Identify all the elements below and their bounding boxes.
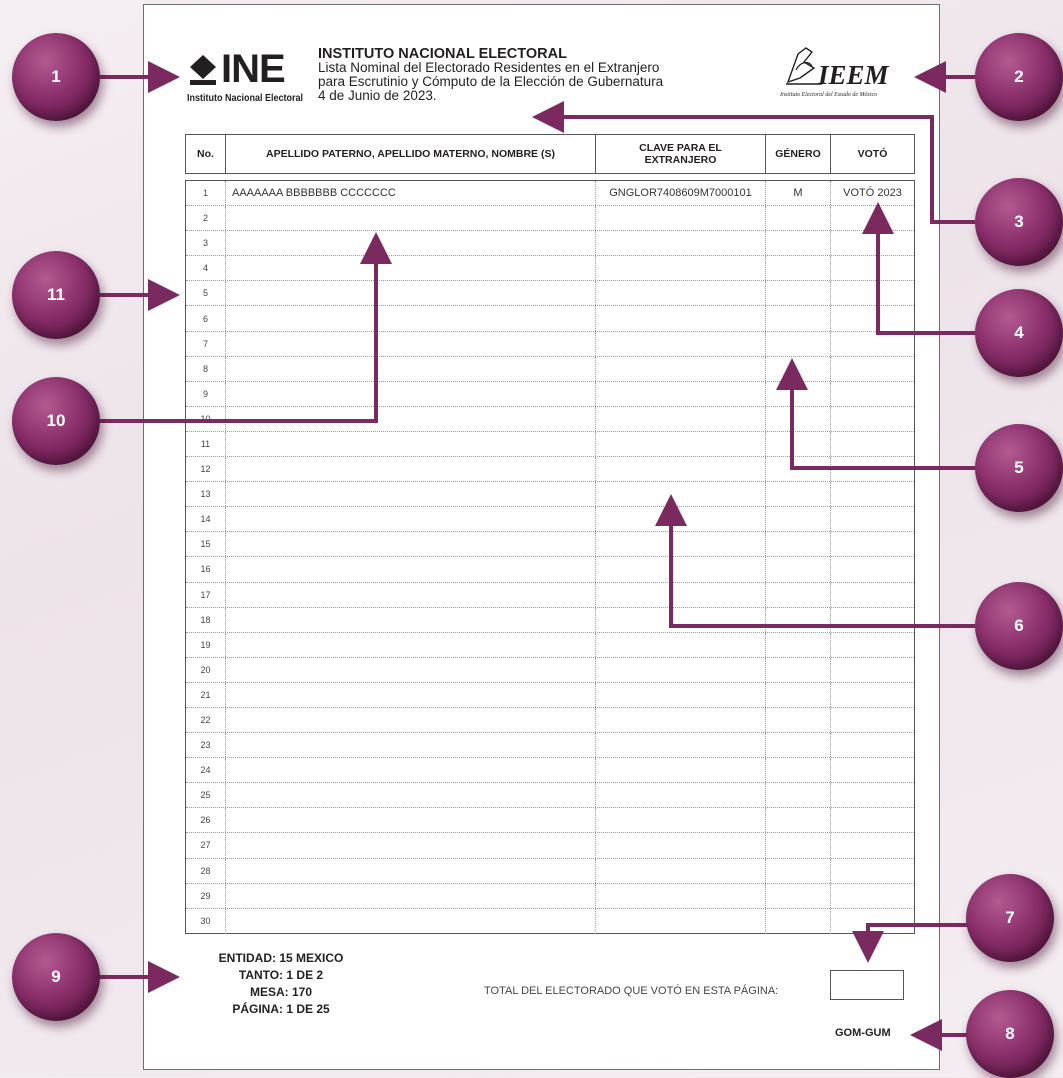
row-number: 9 bbox=[186, 382, 226, 406]
voto-cell[interactable]: VOTÓ 2023 bbox=[843, 187, 902, 200]
row-number: 8 bbox=[186, 357, 226, 381]
row-number: 25 bbox=[186, 783, 226, 807]
row-number: 19 bbox=[186, 633, 226, 657]
row-number: 27 bbox=[186, 833, 226, 857]
tanto-label: TANTO: 1 DE 2 bbox=[238, 968, 324, 982]
column-header-clave: CLAVE PARA EL EXTRANJERO bbox=[596, 135, 766, 173]
callout-10: 10 bbox=[12, 377, 100, 465]
callout-4: 4 bbox=[975, 289, 1063, 377]
row-number: 3 bbox=[186, 231, 226, 255]
row-number: 26 bbox=[186, 808, 226, 832]
row-number: 21 bbox=[186, 683, 226, 707]
pagina-label: PÁGINA: 1 DE 25 bbox=[232, 1002, 330, 1016]
row-number: 10 bbox=[186, 407, 226, 431]
callout-3: 3 bbox=[975, 178, 1063, 266]
callout-1: 1 bbox=[12, 33, 100, 121]
callout-5: 5 bbox=[975, 424, 1063, 512]
callout-11: 11 bbox=[12, 251, 100, 339]
callout-7: 7 bbox=[966, 874, 1054, 962]
clave-cell: GNGLOR7408609M7000101 bbox=[596, 181, 766, 205]
header-date: 4 de Junio de 2023. bbox=[318, 88, 437, 103]
row-number: 23 bbox=[186, 733, 226, 757]
ieem-logo-text: IEEM bbox=[818, 60, 889, 90]
ine-logo-subtitle: Instituto Nacional Electoral bbox=[187, 93, 304, 104]
genero-cell: M bbox=[766, 181, 831, 205]
column-header-name: APELLIDO PATERNO, APELLIDO MATERNO, NOMBRE (S) bbox=[226, 135, 596, 173]
row-number: 5 bbox=[186, 281, 226, 305]
institution-name: INSTITUTO NACIONAL ELECTORAL bbox=[318, 46, 567, 62]
column-header-genero: GÉNERO bbox=[766, 135, 831, 173]
row-number: 2 bbox=[186, 206, 226, 230]
total-voted-label: TOTAL DEL ELECTORADO QUE VOTÓ EN ESTA PÁGINA: bbox=[484, 985, 779, 997]
ine-logo-text: INE bbox=[221, 47, 285, 91]
row-number: 20 bbox=[186, 658, 226, 682]
arrow-10 bbox=[100, 240, 376, 421]
row-number: 11 bbox=[186, 432, 226, 456]
list-code: GOM-GUM bbox=[835, 1027, 891, 1039]
voter-name-cell: AAAAAAA BBBBBBB CCCCCCC bbox=[226, 181, 596, 205]
row-number: 18 bbox=[186, 608, 226, 632]
column-header-voto: VOTÓ bbox=[857, 148, 888, 160]
row-number: 6 bbox=[186, 306, 226, 330]
entidad-label: ENTIDAD: 15 MEXICO bbox=[218, 951, 344, 965]
row-number: 7 bbox=[186, 332, 226, 356]
header-line-1: Lista Nominal del Electorado Residentes en el Extranjero bbox=[318, 60, 660, 75]
row-number: 13 bbox=[186, 482, 226, 506]
arrow-7 bbox=[868, 925, 975, 955]
row-number: 22 bbox=[186, 708, 226, 732]
callout-9: 9 bbox=[12, 933, 100, 1021]
callout-8: 8 bbox=[966, 990, 1054, 1078]
row-number: 4 bbox=[186, 256, 226, 280]
arrow-3 bbox=[540, 117, 975, 222]
row-number: 29 bbox=[186, 884, 226, 908]
arrow-6 bbox=[671, 502, 975, 626]
row-number: 24 bbox=[186, 758, 226, 782]
row-number: 12 bbox=[186, 457, 226, 481]
row-number: 14 bbox=[186, 507, 226, 531]
ieem-logo-subtitle: Instituto Electoral del Estado de México bbox=[780, 92, 878, 98]
column-header-no: No. bbox=[186, 135, 226, 173]
arrow-5 bbox=[792, 366, 975, 468]
row-number: 17 bbox=[186, 583, 226, 607]
row-number: 30 bbox=[186, 909, 226, 934]
header-line-2: para Escrutinio y Cómputo de la Elección de Gubernatura bbox=[318, 74, 664, 89]
callout-6: 6 bbox=[975, 582, 1063, 670]
row-number: 1 bbox=[186, 181, 226, 205]
mesa-label: MESA: 170 bbox=[249, 985, 313, 999]
row-number: 16 bbox=[186, 557, 226, 581]
arrow-4 bbox=[878, 210, 975, 333]
row-number: 28 bbox=[186, 859, 226, 883]
callout-2: 2 bbox=[975, 33, 1063, 121]
row-number: 15 bbox=[186, 532, 226, 556]
